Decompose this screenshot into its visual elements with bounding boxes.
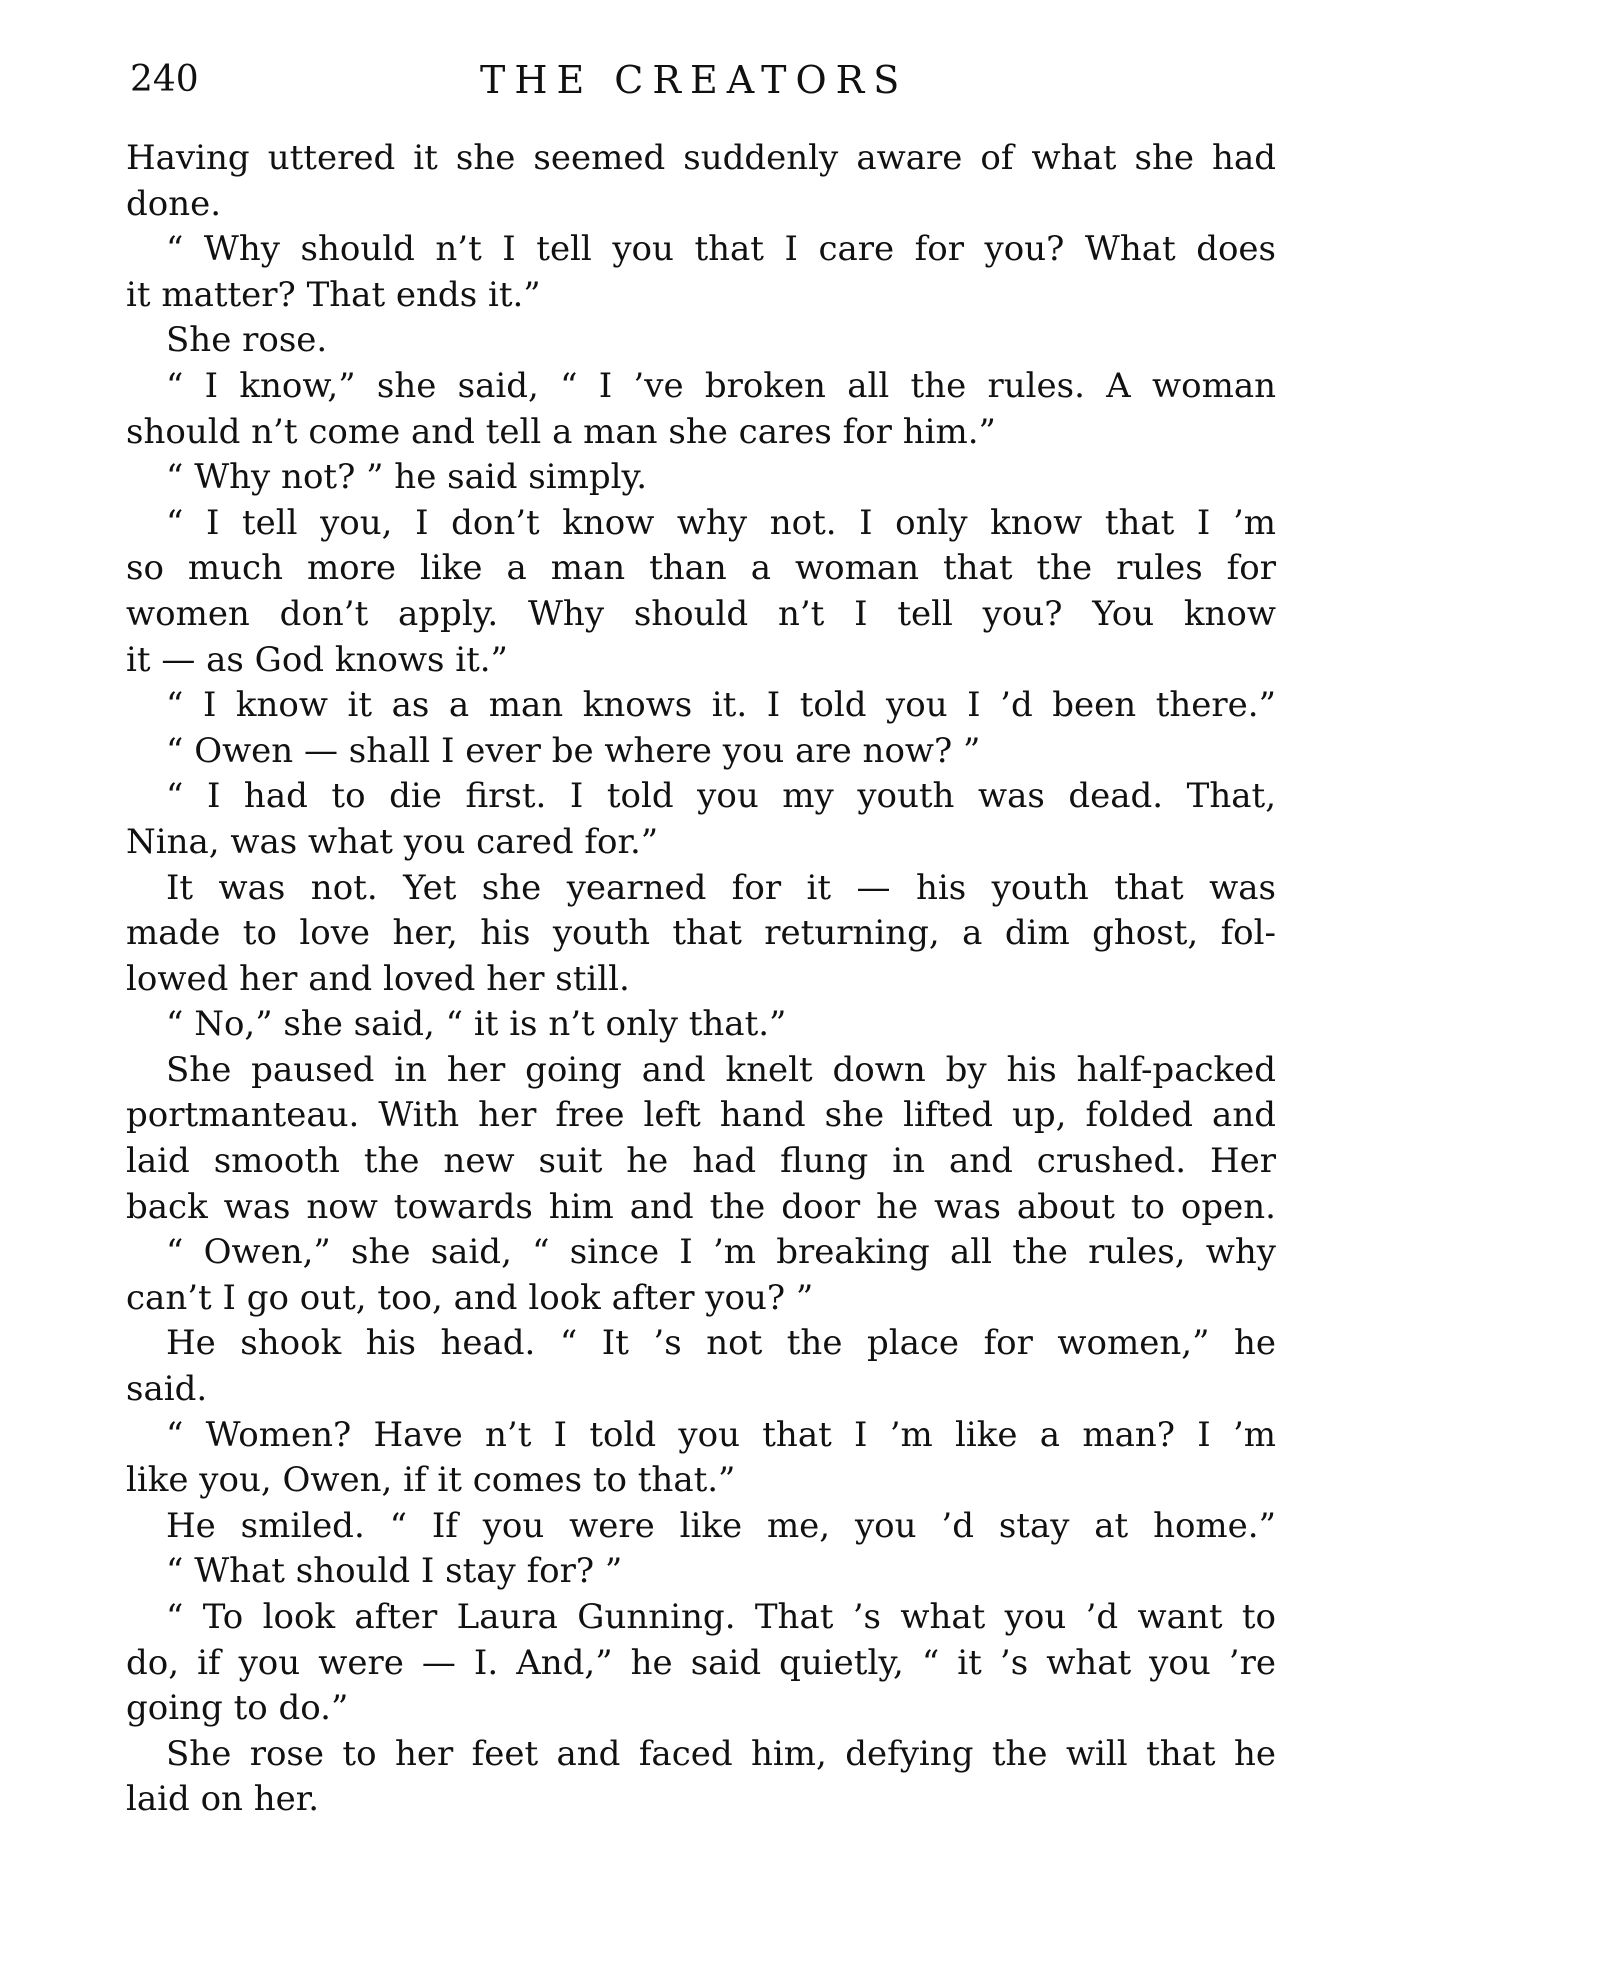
text-line: going to do.”	[126, 1688, 349, 1729]
text-line: laid smooth the new suit he had flung in and crushed. Her	[126, 1141, 1276, 1182]
text-line: women don’t apply. Why should n’t I tell you? You know	[126, 593, 1276, 634]
text-line: “ Owen — shall I ever be where you are now? ”	[166, 730, 981, 771]
text-line: it matter? That ends it.”	[126, 274, 541, 315]
text-line: “ To look after Laura Gunning. That ’s what you ’d want to	[166, 1597, 1276, 1637]
running-head	[130, 52, 1280, 108]
text-line: “ I tell you, I don’t know why not. I only know that I ’m	[166, 502, 1276, 543]
text-line: portmanteau. With her free left hand she lifted up, folded and	[126, 1095, 1276, 1136]
text-line: Nina, was what you cared for.”	[126, 821, 659, 862]
text-line: “ Women? Have n’t I told you that I ’m like a man? I ’m	[166, 1414, 1276, 1455]
text-line: should n’t come and tell a man she cares for him.”	[126, 411, 996, 452]
text-line: “ No,” she said, “ it is n’t only that.”	[166, 1004, 787, 1045]
text-line: She paused in her going and knelt down by his half-packed	[166, 1049, 1276, 1090]
text-line: It was not. Yet she yearned for it — his youth that was	[166, 867, 1276, 908]
text-line: “ What should I stay for? ”	[166, 1551, 623, 1592]
text-line: can’t I go out, too, and look after you? ”	[126, 1277, 814, 1318]
text-line: She rose.	[166, 320, 328, 361]
text-line: made to love her, his youth that returning, a dim ghost, fol-	[126, 913, 1276, 954]
body-text	[126, 136, 1276, 1823]
text-line: “ Owen,” she said, “ since I ’m breaking all the rules, why	[166, 1232, 1276, 1273]
text-line: laid on her.	[126, 1779, 320, 1820]
text-line: He shook his head. “ It ’s not the place for women,” he	[166, 1323, 1276, 1364]
text-line: She rose to her feet and faced him, defying the will that he	[166, 1733, 1276, 1774]
book-title: THE CREATORS	[480, 58, 909, 102]
text-line: Having uttered it she seemed suddenly aware of what she had	[126, 138, 1276, 178]
text-line: like you, Owen, if it comes to that.”	[126, 1460, 736, 1501]
text-line: “ I know,” she said, “ I ’ve broken all the rules. A woman	[166, 365, 1276, 406]
text-line: said.	[126, 1369, 208, 1410]
text-line: back was now towards him and the door he was about to open.	[126, 1186, 1276, 1227]
text-line: do, if you were — I. And,” he said quietly, “ it ’s what you ’re	[126, 1642, 1276, 1683]
text-line: “ Why not? ” he said simply.	[166, 457, 647, 498]
page-number: 240	[130, 59, 199, 100]
text-line: “ Why should n’t I tell you that I care for you? What does	[166, 229, 1276, 270]
text-line: “ I had to die first. I told you my youth was dead. That,	[166, 776, 1276, 817]
text-line: He smiled. “ If you were like me, you ’d stay at home.”	[166, 1505, 1276, 1546]
text-line: done.	[126, 183, 222, 224]
text-line: lowed her and loved her still.	[126, 958, 630, 999]
text-line: it — as God knows it.”	[126, 639, 508, 680]
text-line: so much more like a man than a woman that the rules for	[126, 548, 1276, 589]
text-line: “ I know it as a man knows it. I told you I ’d been there.”	[166, 685, 1276, 726]
